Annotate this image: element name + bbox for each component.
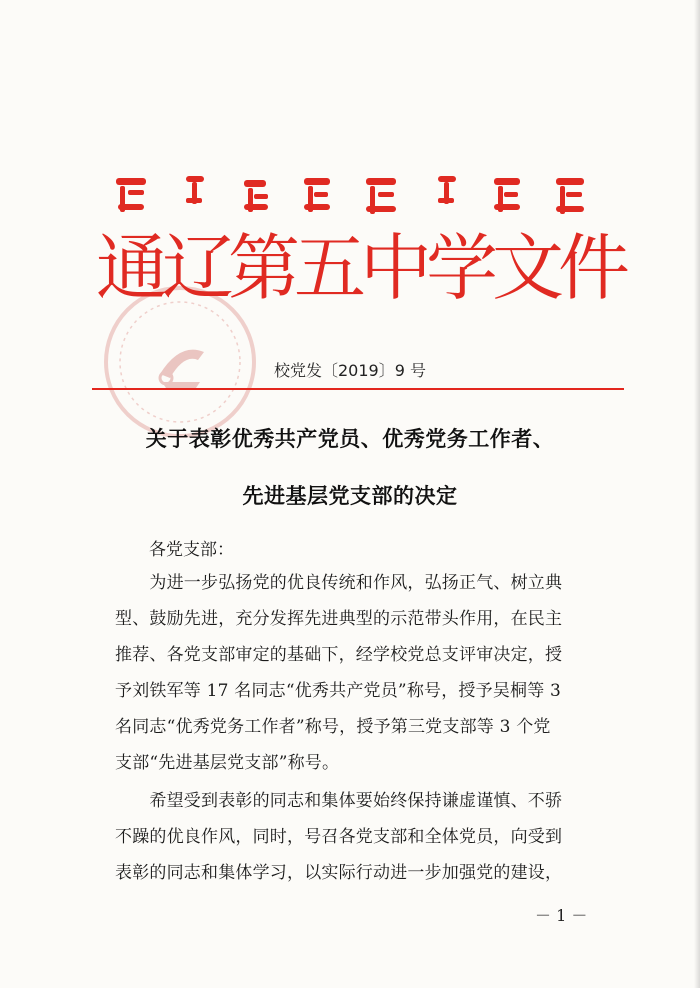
body-line-2: 型、鼓励先进，充分发挥先进典型的示范带头作用，在民主	[115, 609, 563, 629]
body-line-7: 希望受到表彰的同志和集体要始终保持谦虚谨慎、不骄	[115, 791, 563, 811]
body-line-6: 支部“先进基层党支部”称号。	[115, 753, 340, 773]
document-number: 校党发〔2019〕9 号	[274, 361, 426, 380]
body-line-1: 为进一步弘扬党的优良传统和作风，弘扬正气、树立典	[115, 573, 563, 593]
page-number: － 1 －	[535, 906, 588, 925]
masthead-title: 通辽第五中学文件	[96, 226, 625, 310]
body-line-8: 不躁的优良作风，同时，号召各党支部和全体党员，向受到	[115, 827, 563, 847]
body-line-3: 推荐、各党支部审定的基础下，经学校党总支评审决定，授	[115, 645, 563, 665]
body-line-9: 表彰的同志和集体学习，以实际行动进一步加强党的建设，	[115, 863, 563, 883]
salutation: 各党支部：	[149, 540, 234, 560]
body-line-4: 予刘铁军等 17 名同志“优秀共产党员”称号，授予吴桐等 3	[115, 681, 562, 701]
body-line-5: 名同志“优秀党务工作者”称号，授予第三党支部等 3 个党	[115, 717, 551, 737]
document-title-line-2: 先进基层党支部的决定	[242, 483, 458, 508]
mongolian-script-logo	[108, 168, 608, 220]
scan-edge-shadow	[694, 0, 700, 988]
red-divider-line	[92, 388, 624, 390]
document-title-line-1: 关于表彰优秀共产党员、优秀党务工作者、	[145, 426, 555, 451]
